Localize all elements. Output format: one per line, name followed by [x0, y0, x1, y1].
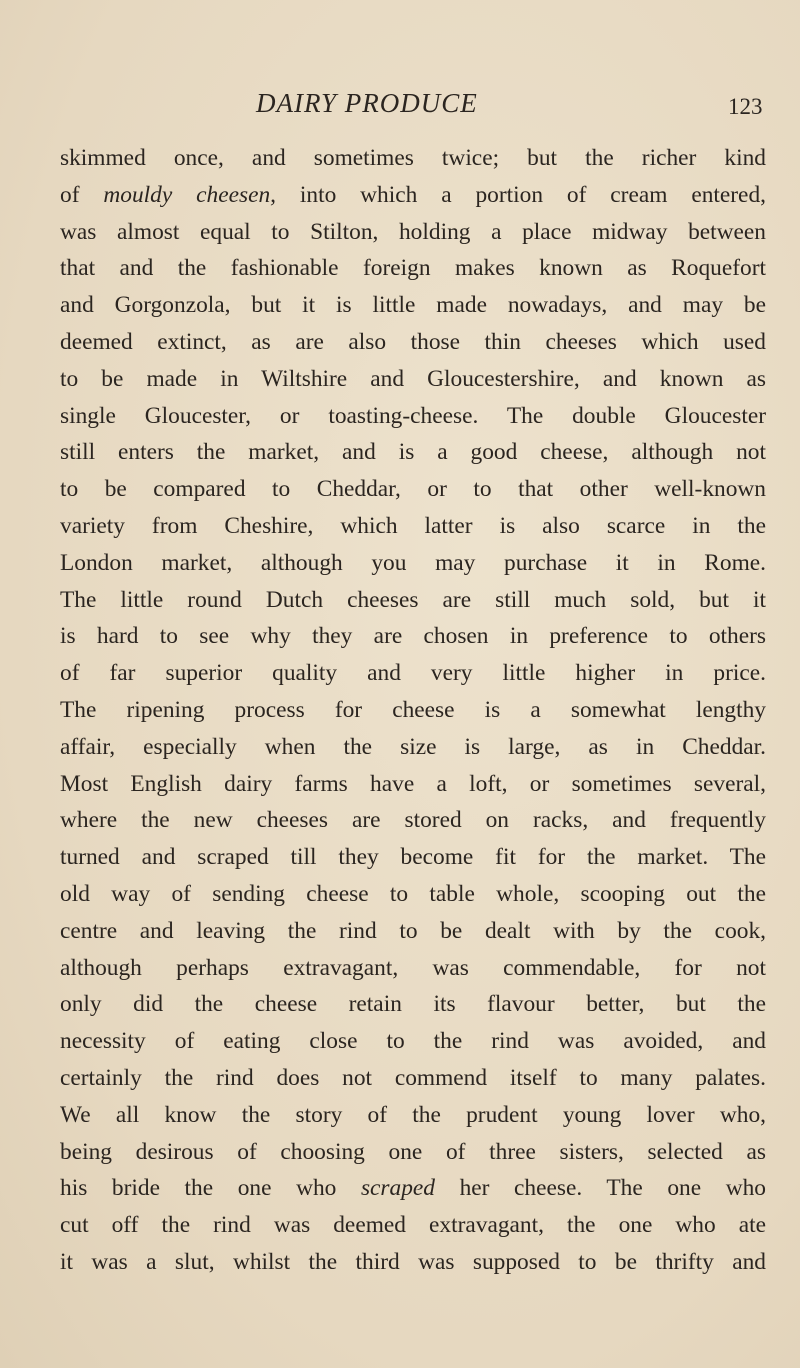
- text-line: single Gloucester, or toasting-cheese. The double Gloucester: [60, 402, 766, 429]
- text-line: and Gorgonzola, but it is little made nowadays, and may be: [60, 292, 766, 319]
- text-line: of mouldy cheesen, into which a portion of cream entered,: [60, 181, 766, 208]
- text-line: is hard to see why they are chosen in preference to others: [60, 623, 766, 650]
- text-line: variety from Cheshire, which latter is also scarce in the: [60, 512, 766, 539]
- text-line: although perhaps extravagant, was commendable, for not: [60, 954, 766, 981]
- text-line: was almost equal to Stilton, holding a place midway between: [60, 218, 766, 245]
- text-line: his bride the one who scraped her cheese. The one who: [60, 1175, 766, 1202]
- body-text: [60, 140, 766, 1281]
- italic-word: scraped: [360, 1175, 435, 1202]
- italic-phrase: mouldy cheesen,: [103, 181, 276, 208]
- text-line: The ripening process for cheese is a somewhat lengthy: [60, 696, 766, 723]
- running-title: DAIRY PRODUCE: [256, 88, 478, 118]
- text-line: to be compared to Cheddar, or to that other well-known: [60, 476, 766, 503]
- text-line: skimmed once, and sometimes twice; but the richer kind: [60, 145, 766, 171]
- text-line: We all know the story of the prudent young lover who,: [60, 1101, 766, 1128]
- text-line: affair, especially when the size is large, as in Cheddar.: [60, 733, 766, 760]
- text-line: deemed extinct, as are also those thin cheeses which used: [60, 328, 766, 355]
- text-line: where the new cheeses are stored on racks, and frequently: [60, 807, 766, 834]
- page-number: 123: [728, 94, 763, 119]
- text-line: certainly the rind does not commend itself to many palates.: [60, 1064, 766, 1091]
- text-line: that and the fashionable foreign makes known as Roquefort: [60, 255, 766, 282]
- text-line: necessity of eating close to the rind was avoided, and: [60, 1028, 766, 1055]
- text-line: turned and scraped till they become fit for the market. The: [60, 844, 766, 871]
- text-line: centre and leaving the rind to be dealt with by the cook,: [60, 917, 766, 944]
- text-line: it was a slut, whilst the third was supposed to be thrifty and: [60, 1248, 766, 1275]
- text-line: cut off the rind was deemed extravagant, the one who ate: [60, 1212, 766, 1239]
- text-line: being desirous of choosing one of three sisters, selected as: [60, 1138, 766, 1165]
- text-line: old way of sending cheese to table whole, scooping out the: [60, 880, 766, 907]
- text-line: to be made in Wiltshire and Gloucestershire, and known as: [60, 365, 766, 392]
- text-line: of far superior quality and very little higher in price.: [60, 660, 766, 687]
- text-line: London market, although you may purchase it in Rome.: [60, 549, 766, 576]
- text-line: only did the cheese retain its flavour better, but the: [60, 991, 766, 1018]
- text-line: The little round Dutch cheeses are still much sold, but it: [60, 586, 766, 613]
- text-line: Most English dairy farms have a loft, or sometimes several,: [60, 770, 766, 797]
- text-line: still enters the market, and is a good cheese, although not: [60, 439, 766, 466]
